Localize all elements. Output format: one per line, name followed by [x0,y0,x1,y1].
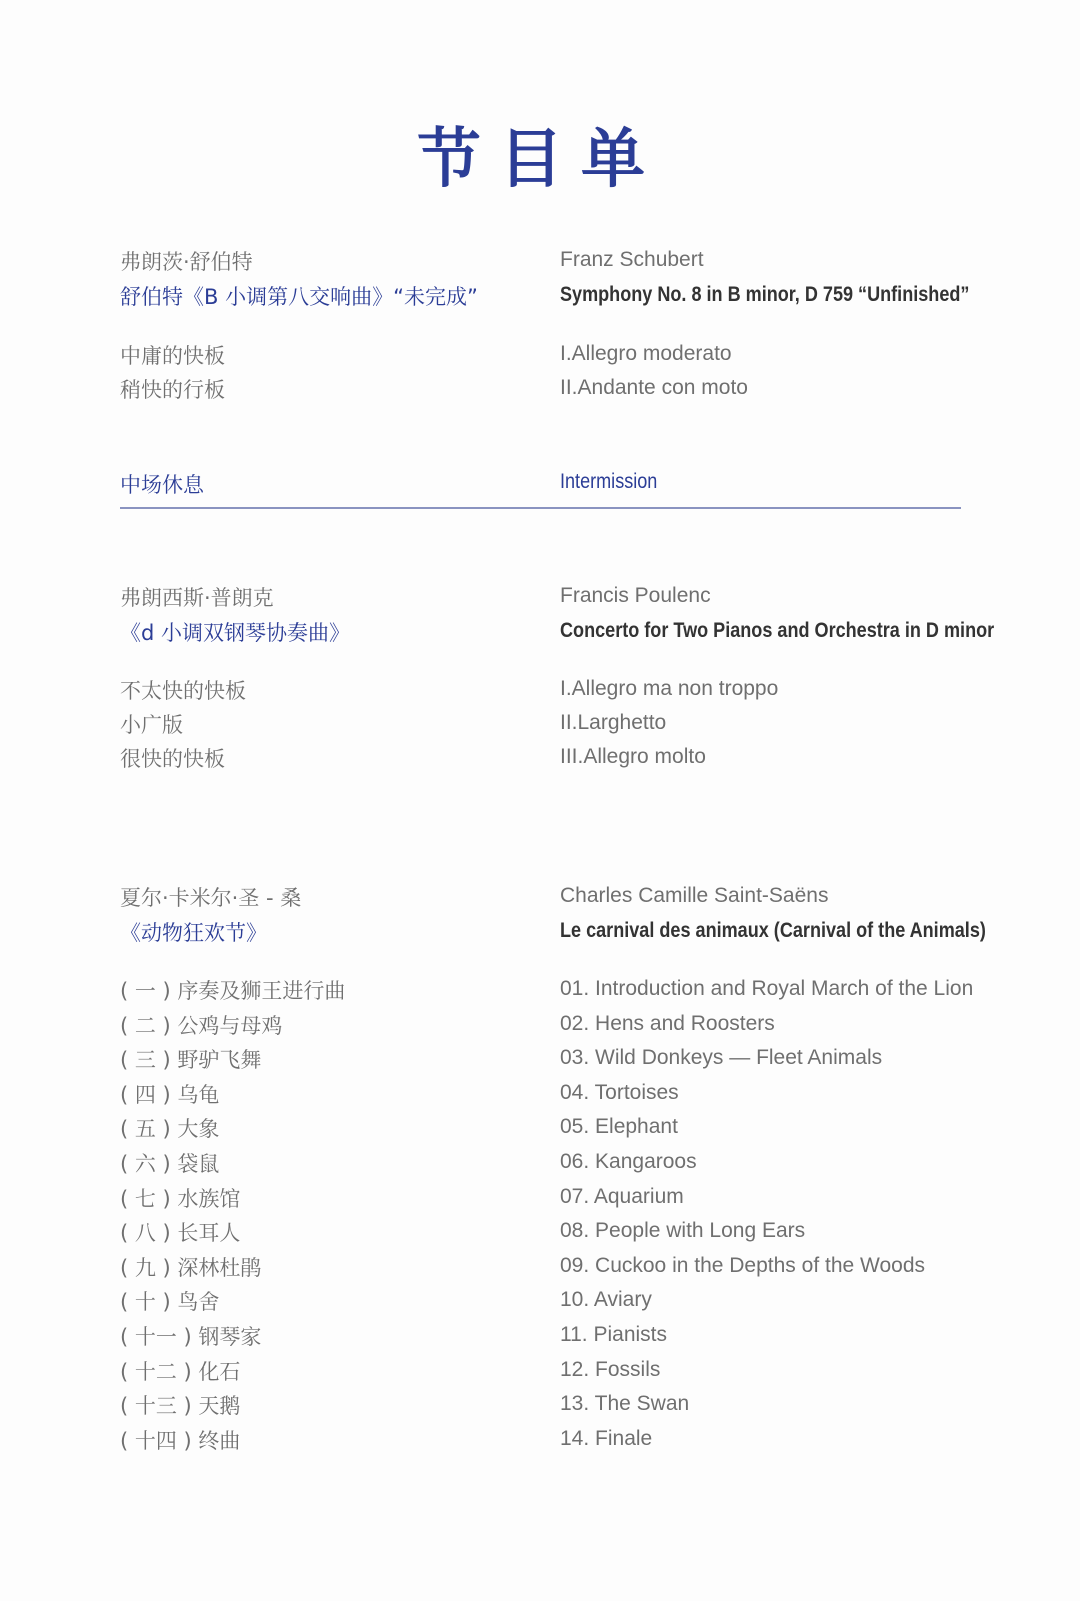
movement-en: 12. Fossils [560,1357,661,1381]
movement-en: 09. Cuckoo in the Depths of the Woods [560,1253,925,1277]
work-title-en: Le carnival des animaux (Carnival of the Animals) [560,919,986,942]
composer-en: Francis Poulenc [560,584,711,607]
movement-cn: ( 十一 ) 钢琴家 [120,1325,262,1349]
intermission-divider [120,507,961,509]
work-title-cn: 《动物狂欢节》 [120,921,267,945]
composer-en: Franz Schubert [560,248,704,271]
page-title: 节目单 [417,123,663,197]
movement-cn: 很快的快板 [120,747,225,771]
movement-en: I.Allegro ma non troppo [560,677,779,700]
movement-cn: 稍快的行板 [120,378,225,402]
movement-en: 13. The Swan [560,1392,690,1416]
movement-en: 01. Introduction and Royal March of the Lion [560,977,974,1000]
movement-en: 14. Finale [560,1426,653,1450]
intermission-cn: 中场休息 [120,473,204,497]
movement-en: 11. Pianists [560,1323,667,1346]
movement-cn: ( 八 ) 长耳人 [120,1221,241,1246]
movement-en: II.Larghetto [560,711,667,734]
movement-en: II.Andante con moto [560,376,748,399]
work-title-cn: 舒伯特《B 小调第八交响曲》“未完成” [120,285,478,309]
intermission-en: Intermission [560,470,658,493]
movement-cn: ( 十三 ) 天鹅 [120,1394,241,1419]
movement-cn: 小广版 [120,713,183,737]
movement-en: 05. Elephant [560,1115,678,1139]
movement-cn: ( 七 ) 水族馆 [120,1186,241,1211]
movement-cn: ( 二 ) 公鸡与母鸡 [120,1013,283,1038]
movement-en: 07. Aquarium [560,1184,684,1208]
movement-cn: ( 一 ) 序奏及狮王进行曲 [120,979,346,1003]
movement-cn: ( 五 ) 大象 [120,1117,220,1142]
composer-cn: 弗朗西斯·普朗克 [120,586,274,610]
movement-en: 04. Tortoises [560,1080,679,1104]
movement-en: 08. People with Long Ears [560,1219,806,1243]
work-title-en: Symphony No. 8 in B minor, D 759 “Unfinished” [560,283,970,306]
movement-cn: ( 十四 ) 终曲 [120,1428,241,1453]
composer-cn: 夏尔·卡米尔·圣 - 桑 [120,886,302,910]
movement-cn: ( 六 ) 袋鼠 [120,1152,220,1176]
work-title-cn: 《d 小调双钢琴协奏曲》 [120,621,351,645]
movement-cn: ( 十二 ) 化石 [120,1359,241,1384]
movement-en: 06. Kangaroos [560,1150,697,1173]
movement-en: 10. Aviary [560,1288,652,1312]
movement-cn: ( 九 ) 深林杜鹃 [120,1255,262,1280]
composer-en: Charles Camille Saint-Saëns [560,884,829,907]
movement-cn: 不太快的快板 [120,679,246,703]
movement-en: III.Allegro molto [560,745,706,768]
movement-en: 03. Wild Donkeys — Fleet Animals [560,1046,883,1070]
movement-cn: 中庸的快板 [120,344,225,368]
movement-en: I.Allegro moderato [560,342,732,365]
movement-cn: ( 四 ) 乌龟 [120,1082,220,1107]
movement-cn: ( 十 ) 鸟舍 [120,1290,220,1315]
work-title-en: Concerto for Two Pianos and Orchestra in D minor [560,619,995,642]
movement-cn: ( 三 ) 野驴飞舞 [120,1048,262,1073]
movement-en: 02. Hens and Roosters [560,1011,775,1035]
composer-cn: 弗朗茨·舒伯特 [120,250,253,274]
